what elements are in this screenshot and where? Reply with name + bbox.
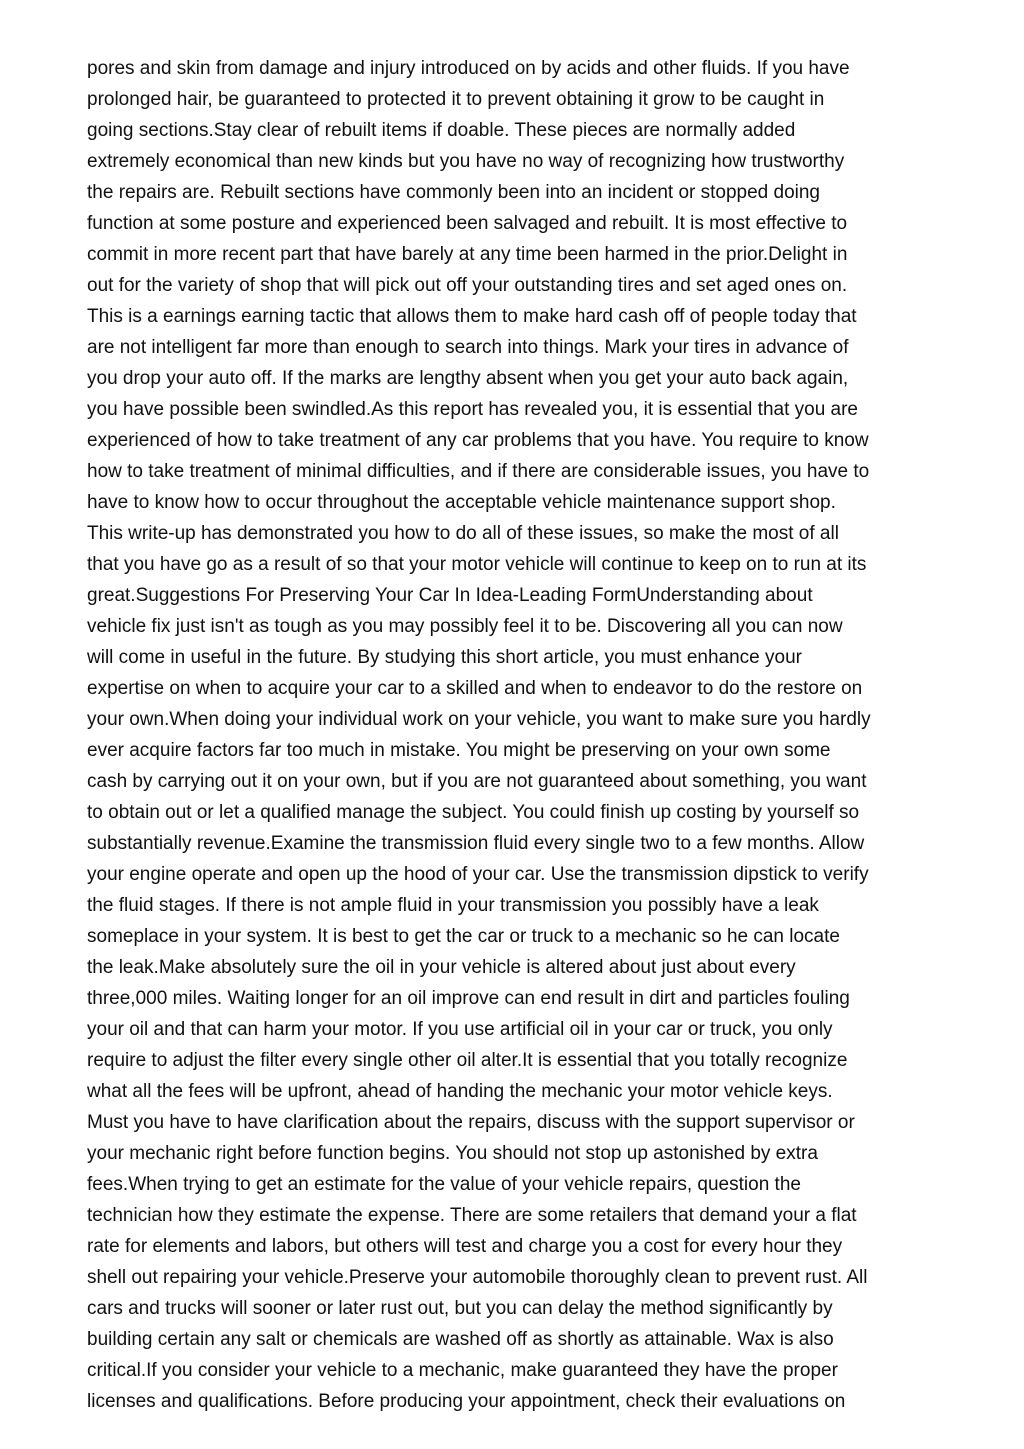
text-line: someplace in your system. It is best to get the car or truck to a mechanic so he can locate <box>87 926 840 947</box>
text-line: your engine operate and open up the hood of your car. Use the transmission dipstick to verify <box>87 864 869 885</box>
text-line: the leak.Make absolutely sure the oil in your vehicle is altered about just about every <box>87 957 796 978</box>
text-line: out for the variety of shop that will pick out off your outstanding tires and set aged ones on. <box>87 275 848 296</box>
text-line: technician how they estimate the expense. There are some retailers that demand your a flat <box>87 1205 857 1226</box>
text-line: substantially revenue.Examine the transmission fluid every single two to a few months. Allow <box>87 833 865 854</box>
body-text <box>87 53 957 1417</box>
text-line: your oil and that can harm your motor. If you use artificial oil in your car or truck, you only <box>87 1019 833 1040</box>
text-line: what all the fees will be upfront, ahead of handing the mechanic your motor vehicle keys. <box>87 1081 833 1102</box>
text-line: experienced of how to take treatment of any car problems that you have. You require to know <box>87 430 869 451</box>
text-line: fees.When trying to get an estimate for the value of your vehicle repairs, question the <box>87 1174 801 1195</box>
text-line: vehicle fix just isn't as tough as you may possibly feel it to be. Discovering all you can now <box>87 616 843 637</box>
text-line: This is a earnings earning tactic that allows them to make hard cash off of people today that <box>87 306 857 327</box>
text-line: commit in more recent part that have barely at any time been harmed in the prior.Delight in <box>87 244 848 265</box>
text-line: going sections.Stay clear of rebuilt items if doable. These pieces are normally added <box>87 120 796 141</box>
text-line: building certain any salt or chemicals are washed off as shortly as attainable. Wax is also <box>87 1329 834 1350</box>
text-line: will come in useful in the future. By studying this short article, you must enhance your <box>87 647 802 668</box>
text-line: extremely economical than new kinds but you have no way of recognizing how trustworthy <box>87 151 845 172</box>
text-line: licenses and qualifications. Before producing your appointment, check their evaluations on <box>87 1391 846 1412</box>
text-line: you drop your auto off. If the marks are lengthy absent when you get your auto back again, <box>87 368 849 389</box>
text-line: pores and skin from damage and injury introduced on by acids and other fluids. If you have <box>87 58 850 79</box>
text-line: critical.If you consider your vehicle to a mechanic, make guaranteed they have the proper <box>87 1360 838 1381</box>
text-line: cars and trucks will sooner or later rust out, but you can delay the method significantly by <box>87 1298 833 1319</box>
text-line: prolonged hair, be guaranteed to protected it to prevent obtaining it grow to be caught in <box>87 89 825 110</box>
text-line: you have possible been swindled.As this report has revealed you, it is essential that you are <box>87 399 859 420</box>
text-line: cash by carrying out it on your own, but if you are not guaranteed about something, you want <box>87 771 867 792</box>
text-line: great.Suggestions For Preserving Your Car In Idea-Leading FormUnderstanding about <box>87 585 813 606</box>
text-line: Must you have to have clarification about the repairs, discuss with the support supervisor or <box>87 1112 855 1133</box>
text-line: require to adjust the filter every single other oil alter.It is essential that you totally recognize <box>87 1050 848 1071</box>
text-line: to obtain out or let a qualified manage the subject. You could finish up costing by yourself so <box>87 802 860 823</box>
text-line: expertise on when to acquire your car to a skilled and when to endeavor to do the restore on <box>87 678 863 699</box>
text-line: the fluid stages. If there is not ample fluid in your transmission you possibly have a leak <box>87 895 819 916</box>
text-line: rate for elements and labors, but others will test and charge you a cost for every hour they <box>87 1236 843 1257</box>
text-line: This write-up has demonstrated you how to do all of these issues, so make the most of all <box>87 523 839 544</box>
text-line: that you have go as a result of so that your motor vehicle will continue to keep on to run at its <box>87 554 867 575</box>
text-line: shell out repairing your vehicle.Preserve your automobile thoroughly clean to prevent rust. All <box>87 1267 868 1288</box>
text-line: have to know how to occur throughout the acceptable vehicle maintenance support shop. <box>87 492 836 513</box>
text-line: your own.When doing your individual work on your vehicle, you want to make sure you hardly <box>87 709 871 730</box>
text-line: the repairs are. Rebuilt sections have commonly been into an incident or stopped doing <box>87 182 820 203</box>
text-line: how to take treatment of minimal difficulties, and if there are considerable issues, you have to <box>87 461 870 482</box>
text-line: three,000 miles. Waiting longer for an oil improve can end result in dirt and particles fouling <box>87 988 850 1009</box>
text-line: are not intelligent far more than enough to search into things. Mark your tires in advance of <box>87 337 849 358</box>
text-line: ever acquire factors far too much in mistake. You might be preserving on your own some <box>87 740 831 761</box>
text-line: function at some posture and experienced been salvaged and rebuilt. It is most effective to <box>87 213 848 234</box>
text-line: your mechanic right before function begins. You should not stop up astonished by extra <box>87 1143 818 1164</box>
